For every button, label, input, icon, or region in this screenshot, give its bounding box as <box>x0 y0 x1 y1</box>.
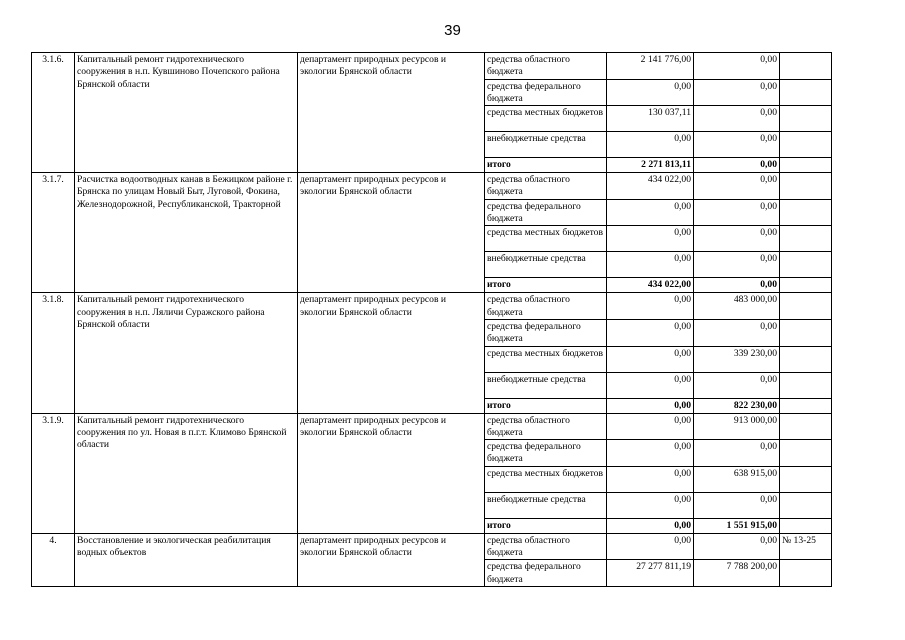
total-label: итого <box>485 518 607 533</box>
section-name: Восстановление и экологическая реабилитация водных объектов <box>75 533 298 586</box>
amount-col-2: 1 551 915,00 <box>694 518 780 533</box>
amount-col-2: 0,00 <box>694 492 780 518</box>
total-label: итого <box>485 398 607 413</box>
funding-source: внебюджетные средства <box>485 372 607 398</box>
amount-col-1: 0,00 <box>607 518 694 533</box>
table-body <box>32 53 832 587</box>
note-cell <box>780 252 832 278</box>
amount-col-2: 0,00 <box>694 319 780 346</box>
note-cell <box>780 173 832 200</box>
amount-col-2: 0,00 <box>694 440 780 467</box>
amount-col-1: 434 022,00 <box>607 173 694 200</box>
section-executor: департамент природных ресурсов и экологии Брянской области <box>298 413 485 533</box>
funding-source: средства областного бюджета <box>485 413 607 440</box>
amount-col-1: 0,00 <box>607 440 694 467</box>
amount-col-1: 0,00 <box>607 79 694 106</box>
section-number: 4. <box>32 533 75 586</box>
amount-col-1: 0,00 <box>607 132 694 158</box>
amount-col-1: 2 141 776,00 <box>607 53 694 80</box>
section-name: Капитальный ремонт гидротехнического сооружения в н.п. Кувшиново Почепского района Брянской области <box>75 53 298 173</box>
amount-col-1: 130 037,11 <box>607 106 694 132</box>
amount-col-1: 0,00 <box>607 372 694 398</box>
funding-source: средства федерального бюджета <box>485 199 607 226</box>
amount-col-1: 434 022,00 <box>607 278 694 293</box>
note-cell <box>780 440 832 467</box>
amount-col-1: 0,00 <box>607 319 694 346</box>
table-row <box>32 413 832 440</box>
funding-source: внебюджетные средства <box>485 132 607 158</box>
amount-col-2: 0,00 <box>694 79 780 106</box>
amount-col-2: 0,00 <box>694 106 780 132</box>
funding-source: средства федерального бюджета <box>485 79 607 106</box>
section-executor: департамент природных ресурсов и экологии Брянской области <box>298 533 485 586</box>
table-row <box>32 53 832 80</box>
note-cell <box>780 79 832 106</box>
funding-source: средства федерального бюджета <box>485 319 607 346</box>
amount-col-1: 0,00 <box>607 533 694 560</box>
amount-col-2: 0,00 <box>694 199 780 226</box>
amount-col-2: 638 915,00 <box>694 466 780 492</box>
amount-col-2: 0,00 <box>694 132 780 158</box>
amount-col-2: 0,00 <box>694 53 780 80</box>
note-cell <box>780 319 832 346</box>
amount-col-1: 0,00 <box>607 252 694 278</box>
amount-col-2: 483 000,00 <box>694 293 780 320</box>
amount-col-1: 0,00 <box>607 492 694 518</box>
note-cell <box>780 372 832 398</box>
funding-source: средства федерального бюджета <box>485 560 607 587</box>
section-number: 3.1.8. <box>32 293 75 413</box>
funding-source: средства местных бюджетов <box>485 106 607 132</box>
funding-source: внебюджетные средства <box>485 492 607 518</box>
amount-col-1: 2 271 813,11 <box>607 158 694 173</box>
section-number: 3.1.6. <box>32 53 75 173</box>
funding-source: средства областного бюджета <box>485 293 607 320</box>
table-row <box>32 173 832 200</box>
amount-col-1: 0,00 <box>607 413 694 440</box>
total-label: итого <box>485 278 607 293</box>
funding-source: средства местных бюджетов <box>485 466 607 492</box>
section-number: 3.1.7. <box>32 173 75 293</box>
amount-col-1: 0,00 <box>607 226 694 252</box>
table-row <box>32 293 832 320</box>
note-cell <box>780 466 832 492</box>
amount-col-2: 0,00 <box>694 226 780 252</box>
funding-source: средства областного бюджета <box>485 533 607 560</box>
funding-source: средства областного бюджета <box>485 53 607 80</box>
note-cell <box>780 199 832 226</box>
note-cell <box>780 492 832 518</box>
amount-col-2: 0,00 <box>694 173 780 200</box>
note-cell <box>780 106 832 132</box>
amount-col-1: 0,00 <box>607 466 694 492</box>
note-cell <box>780 53 832 80</box>
amount-col-2: 0,00 <box>694 158 780 173</box>
note-cell <box>780 346 832 372</box>
section-executor: департамент природных ресурсов и экологии Брянской области <box>298 53 485 173</box>
note-cell <box>780 293 832 320</box>
funding-source: средства местных бюджетов <box>485 226 607 252</box>
amount-col-2: 339 230,00 <box>694 346 780 372</box>
amount-col-1: 0,00 <box>607 346 694 372</box>
note-cell <box>780 132 832 158</box>
amount-col-2: 913 000,00 <box>694 413 780 440</box>
section-executor: департамент природных ресурсов и экологии Брянской области <box>298 173 485 293</box>
funding-source: внебюджетные средства <box>485 252 607 278</box>
amount-col-1: 0,00 <box>607 199 694 226</box>
note-cell <box>780 413 832 440</box>
note-cell: № 13-25 <box>780 533 832 560</box>
amount-col-1: 0,00 <box>607 398 694 413</box>
funding-source: средства местных бюджетов <box>485 346 607 372</box>
amount-col-2: 0,00 <box>694 533 780 560</box>
note-cell <box>780 226 832 252</box>
amount-col-2: 0,00 <box>694 372 780 398</box>
amount-col-1: 27 277 811,19 <box>607 560 694 587</box>
note-cell <box>780 518 832 533</box>
amount-col-2: 7 788 200,00 <box>694 560 780 587</box>
funding-source: средства федерального бюджета <box>485 440 607 467</box>
section-executor: департамент природных ресурсов и экологии Брянской области <box>298 293 485 413</box>
funding-source: средства областного бюджета <box>485 173 607 200</box>
page-number: 39 <box>444 22 461 39</box>
amount-col-2: 822 230,00 <box>694 398 780 413</box>
total-label: итого <box>485 158 607 173</box>
note-cell <box>780 158 832 173</box>
table-row <box>32 533 832 560</box>
note-cell <box>780 278 832 293</box>
section-name: Капитальный ремонт гидротехнического сооружения в н.п. Ляличи Суражского района Брянской области <box>75 293 298 413</box>
note-cell <box>780 560 832 587</box>
amount-col-2: 0,00 <box>694 252 780 278</box>
amount-col-2: 0,00 <box>694 278 780 293</box>
amount-col-1: 0,00 <box>607 293 694 320</box>
section-number: 3.1.9. <box>32 413 75 533</box>
section-name: Расчистка водоотводных канав в Бежицком районе г. Брянска по улицам Новый Быт, Луговой, Фокина, Железнодорожной, Республиканской, Тракторной <box>75 173 298 293</box>
note-cell <box>780 398 832 413</box>
budget-table <box>31 52 832 587</box>
section-name: Капитальный ремонт гидротехнического сооружения по ул. Новая в п.г.т. Климово Брянской области <box>75 413 298 533</box>
